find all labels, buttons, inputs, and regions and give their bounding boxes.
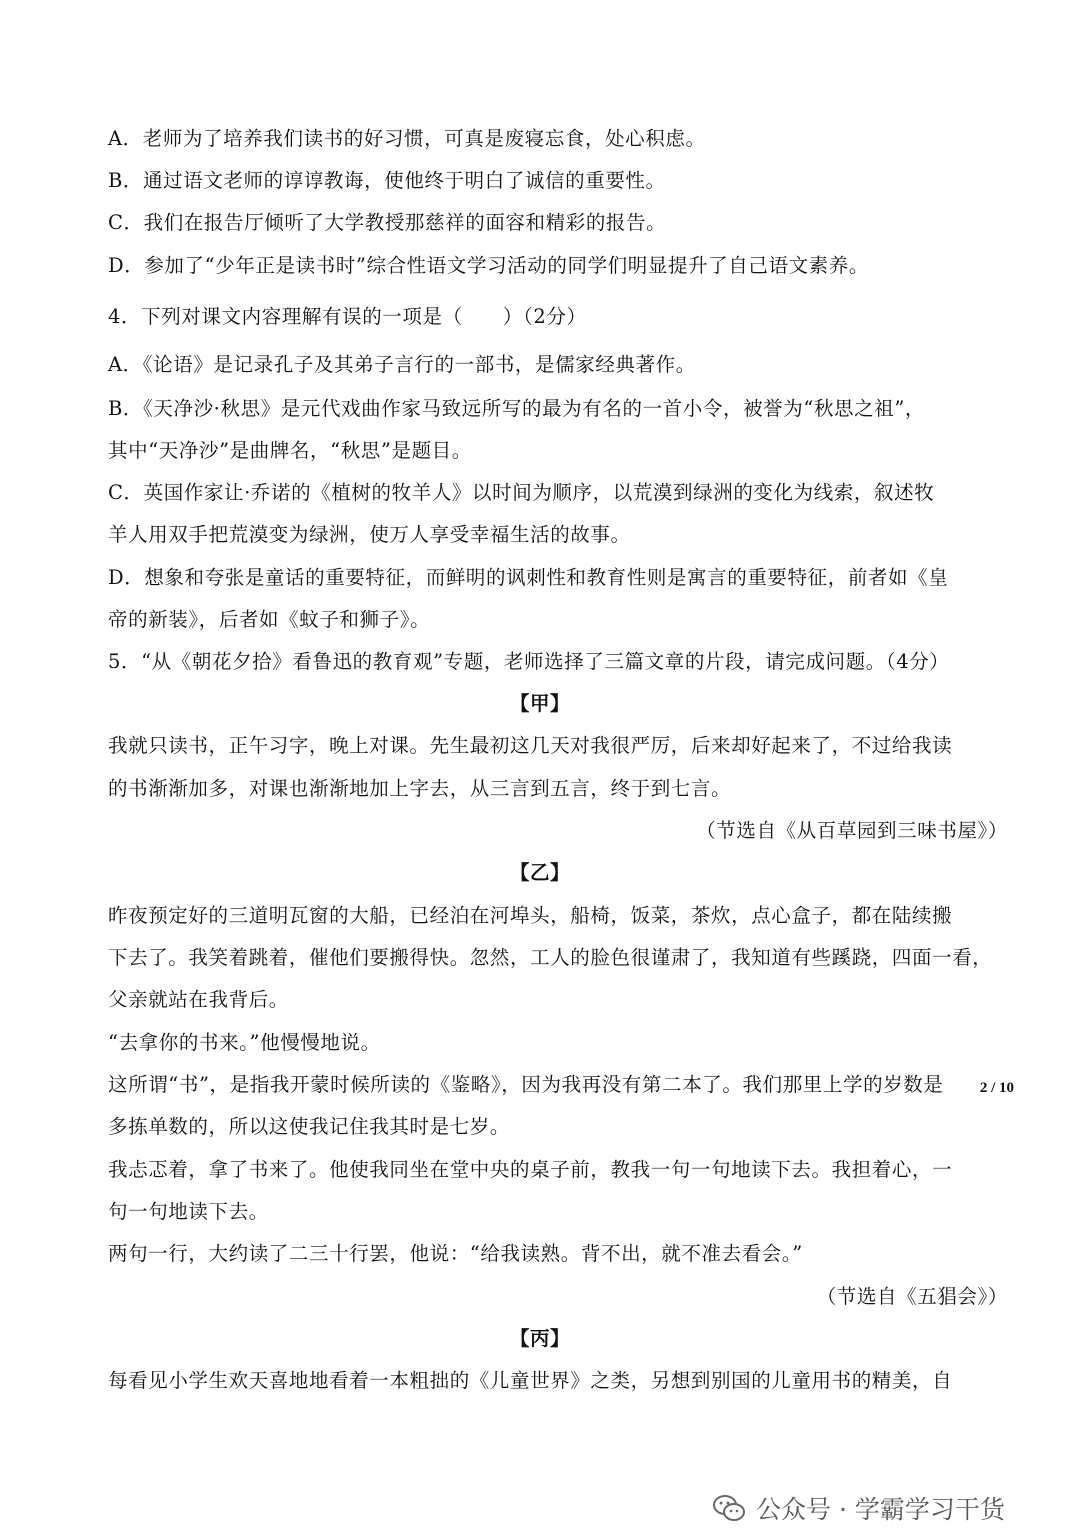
q4-option-d-line2: 帝的新装》，后者如《蚊子和狮子》。 [108,608,431,631]
passage-yi-heading: 【乙】 [509,861,571,884]
passage-yi-line6: 多拣单数的，所以这使我记住我其时是七岁。 [108,1115,511,1138]
passage-yi-source: （节选自《五猖会》） [816,1285,1008,1308]
q4-option-c-line2: 羊人用双手把荒漠变为绿洲，使万人享受幸福生活的故事。 [108,523,631,546]
page-number: 2 / 10 [979,1080,1014,1096]
q5-stem: 5．“从《朝花夕拾》看鲁迅的教育观”专题，老师选择了三篇文章的片段，请完成问题。（4分） [108,650,950,673]
q3-option-a: A．老师为了培养我们读书的好习惯，可真是废寝忘食，处心积虑。 [108,127,706,150]
q3-option-c: C．我们在报告厅倾听了大学教授那慈祥的面容和精彩的报告。 [108,211,667,234]
watermark [712,1488,1005,1528]
passage-bing-line1: 每看见小学生欢天喜地地看着一本粗拙的《儿童世界》之类，另想到别国的儿童用书的精美，自 [108,1369,953,1392]
passage-yi-line9: 两句一行，大约读了二三十行罢，他说：“给我读熟。背不出，就不准去看会。” [108,1242,803,1265]
passage-yi-line5: 这所谓“书”，是指我开蒙时候所读的《鉴略》，因为我再没有第二本了。我们那里上学的岁数是 [108,1073,944,1096]
q4-option-b-line2: 其中“天净沙”是曲牌名，“秋思”是题目。 [108,439,472,462]
passage-bing-heading: 【丙】 [509,1327,571,1350]
passage-yi-line3: 父亲就站在我背后。 [108,988,289,1011]
passage-yi-line8: 句一句地读下去。 [108,1200,269,1223]
q3-option-d: D．参加了“少年正是读书时”综合性语文学习活动的同学们明显提升了自己语文素养。 [108,254,869,277]
q4-option-c-line1: C．英国作家让·乔诺的《植树的牧羊人》以时间为顺序，以荒漠到绿洲的变化为线索，叙述牧 [108,481,935,504]
q4-option-b-line1: B．《天净沙·秋思》是元代戏曲作家马致远所写的最为有名的一首小令，被誉为“秋思之祖”， [108,397,926,420]
q4-option-a: A．《论语》是记录孔子及其弟子言行的一部书，是儒家经典著作。 [108,353,696,376]
q4-stem: 4．下列对课文内容理解有误的一项是（ ）（2分） [108,305,587,328]
passage-jia-heading: 【甲】 [509,692,571,715]
passage-yi-line2: 下去了。我笑着跳着，催他们要搬得快。忽然，工人的脸色很谨肃了，我知道有些蹊跷，四面一看， [108,946,993,969]
passage-yi-line1: 昨夜预定好的三道明瓦窗的大船，已经泊在河埠头，船椅，饭菜，茶炊，点心盒子，都在陆续搬 [108,904,953,927]
watermark-text: 公众号 · 学霸学习干货 [756,1495,1005,1524]
q3-option-b: B．通过语文老师的谆谆教诲，使他终于明白了诚信的重要性。 [108,169,666,192]
passage-jia-line2: 的书渐渐加多，对课也渐渐地加上字去，从三言到五言，终于到七言。 [108,777,732,800]
passage-yi-line4: “去拿你的书来。”他慢慢地说。 [108,1031,381,1054]
wechat-icon [712,1493,746,1523]
passage-jia-source: （节选自《从百草园到三味书屋》） [696,819,1008,842]
passage-yi-line7: 我忐忑着，拿了书来了。他使我同坐在堂中央的桌子前，教我一句一句地读下去。我担着心，一 [108,1158,953,1181]
q4-option-d-line1: D．想象和夸张是童话的重要特征，而鲜明的讽刺性和教育性则是寓言的重要特征，前者如《皇 [108,566,949,589]
passage-jia-line1: 我就只读书，正午习字，晚上对课。先生最初这几天对我很严厉，后来却好起来了，不过给我读 [108,734,953,757]
